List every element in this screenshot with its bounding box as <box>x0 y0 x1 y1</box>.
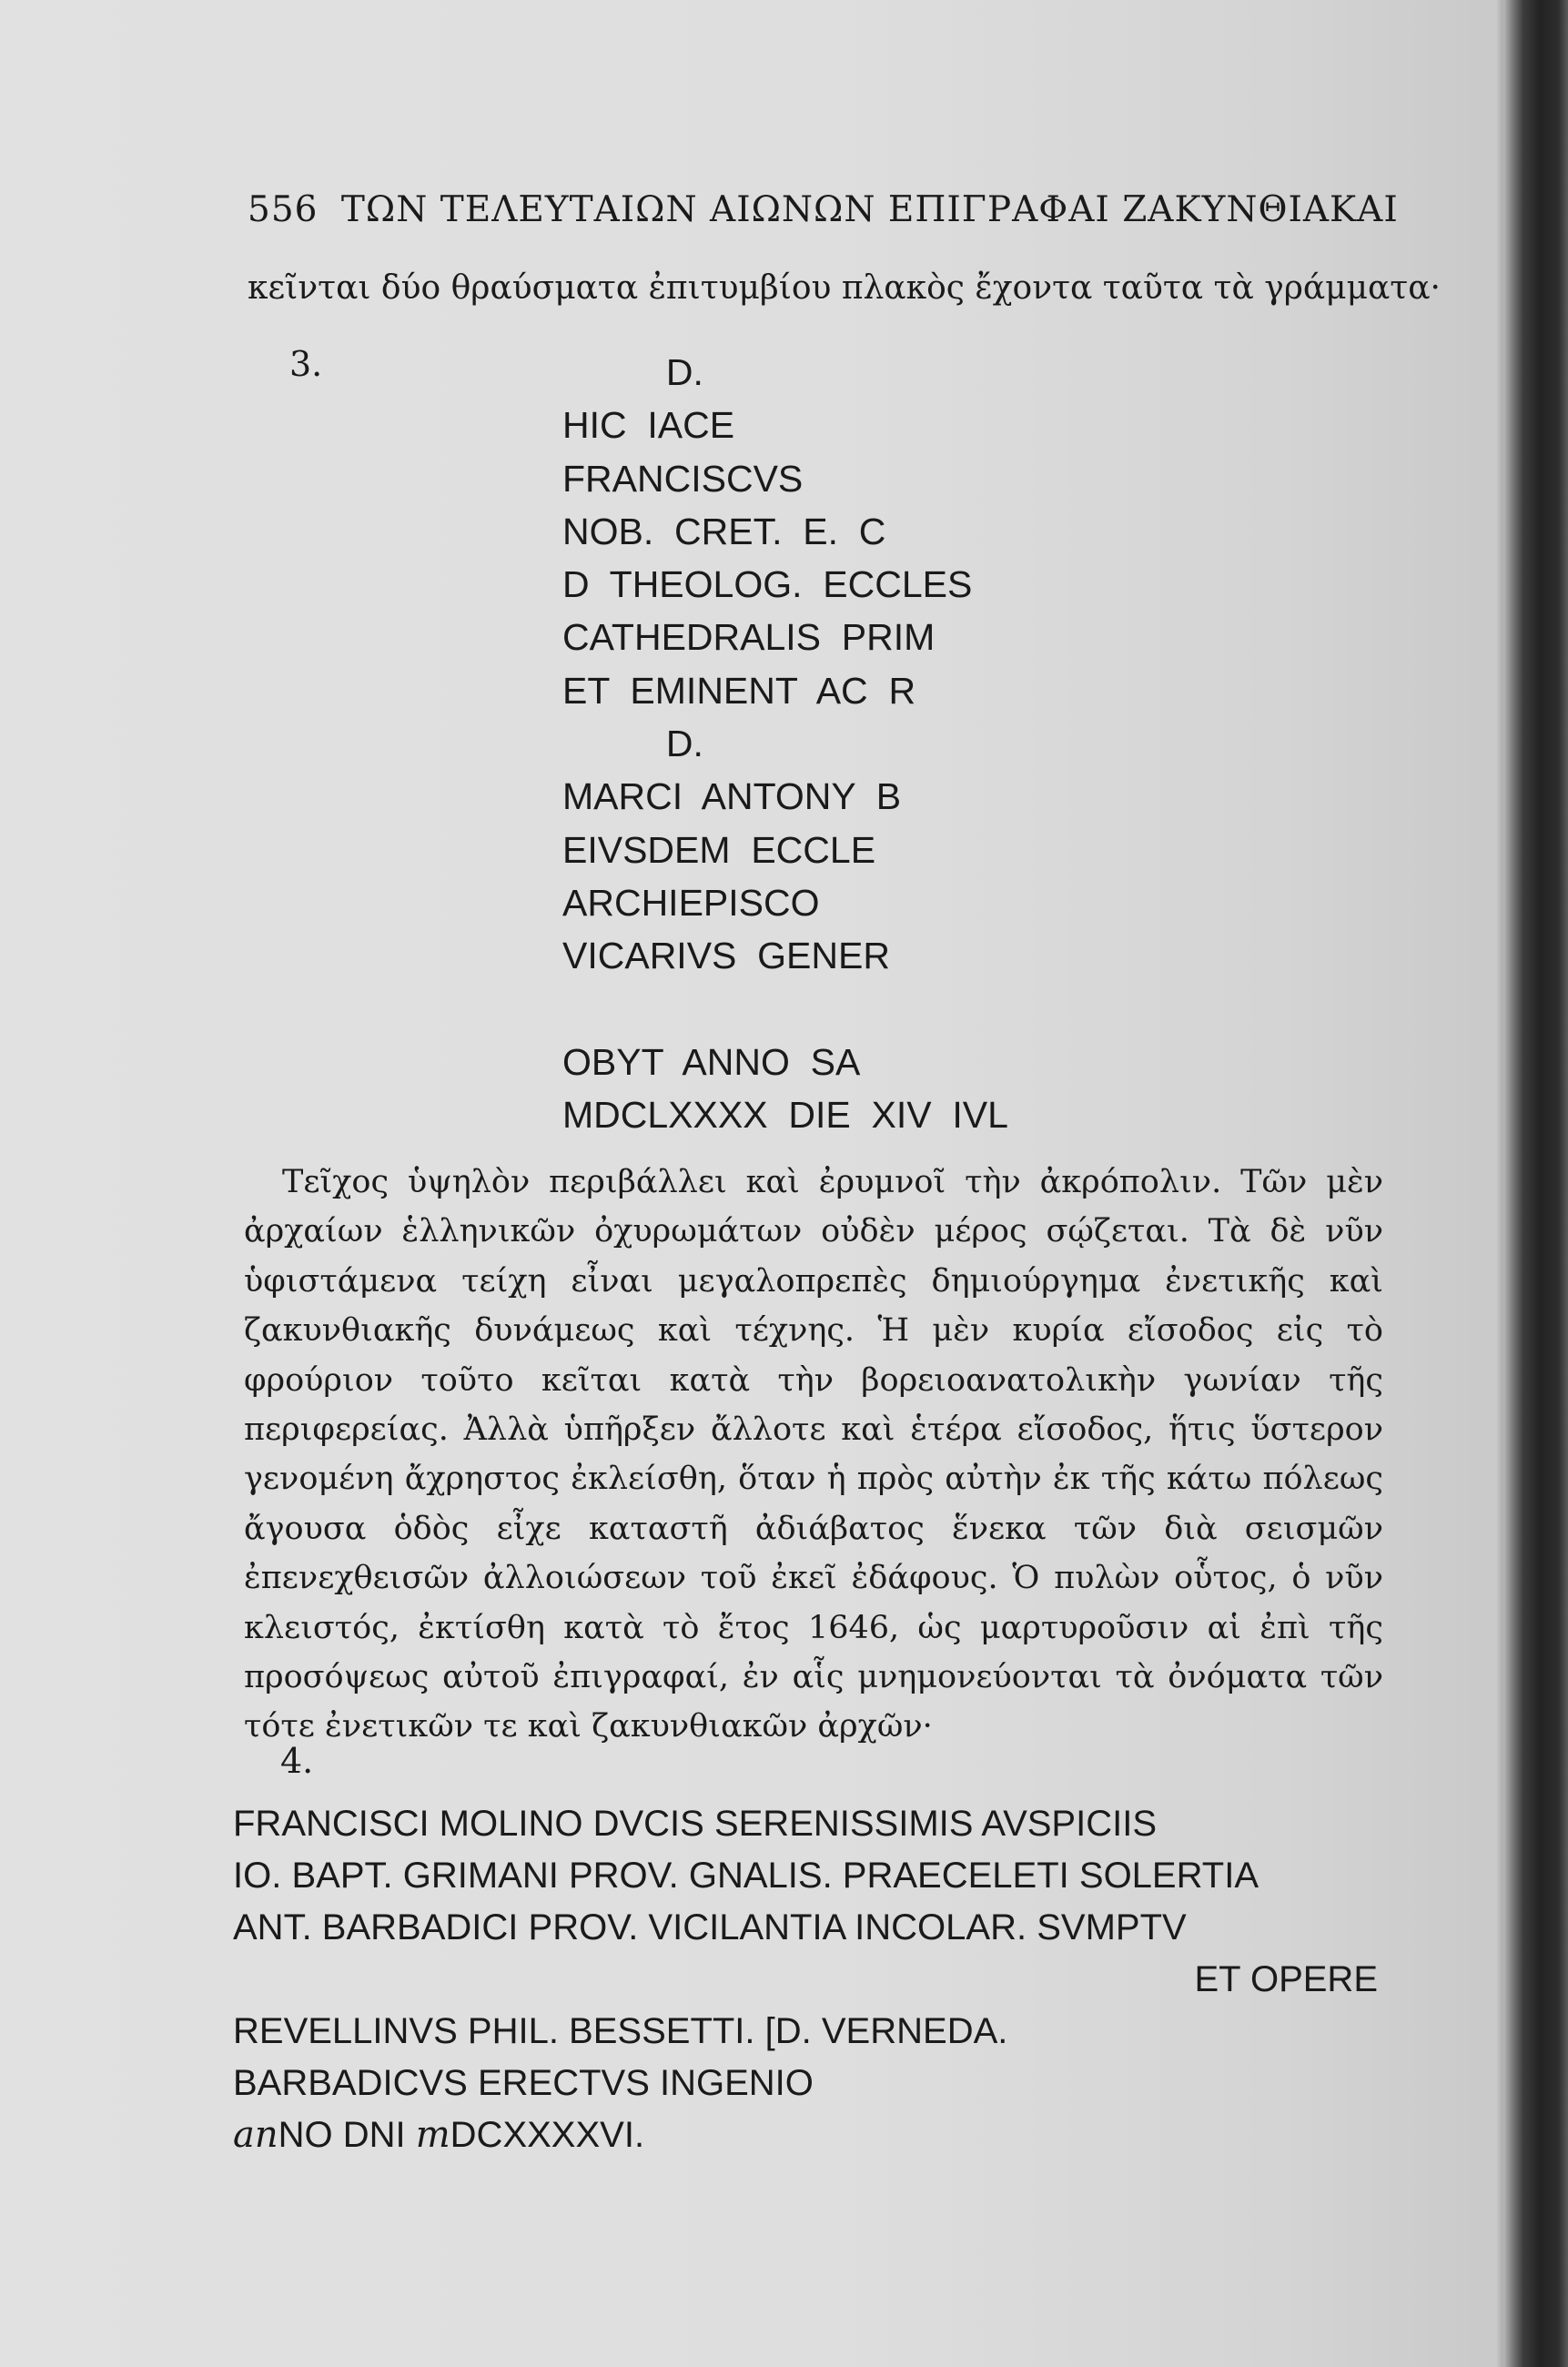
inscription-3-line: EIVSDEM ECCLE <box>562 828 876 871</box>
inscription-3-line: MDCLXXXX DIE XIV IVL <box>562 1094 1008 1137</box>
inscription-4-line: REVELLINVS PHIL. BESSETTI. [D. VERNEDA. <box>233 2011 1008 2051</box>
inscription-3-line: FRANCISCVS <box>562 457 804 500</box>
inscription-3-line: D. <box>562 723 703 765</box>
inscription-4-line: FRANCISCI MOLINO DVCIS SERENISSIMIS AVSPICIIS <box>233 1804 1158 1844</box>
inscription-4-text: DCXXXXVI. <box>450 2115 645 2155</box>
body-paragraph: Τεῖχος ὑψηλὸν περιβάλλει καὶ ἐρυμνοῖ τὴν ἀκρόπολιν. Τῶν μὲν ἀρχαίων ἑλληνικῶν ὀχυρωμάτων οὐδὲν μέρος σῴζεται. Τὰ δὲ νῦν ὑφιστάμενα τείχη εἶναι μεγαλοπρεπὲς δημιούργημα ἐνετικῆς καὶ ζακυνθιακῆς δυνάμεως καὶ τέχνης. Ἡ μὲν κυρία εἴσοδος εἰς τὸ φρούριον τοῦτο κεῖται κατὰ τὴν βορειοανατολικὴν γωνίαν τῆς περιφερείας. Ἀλλὰ ὑπῆρξεν ἄλλοτε καὶ ἑτέρα εἴσοδος, ἥτις ὕστερον γενομένη ἄχρηστος ἐκλείσθη, ὅταν ἡ πρὸς αὐτὴν ἐκ τῆς κάτω πόλεως ἄγουσα ὁδὸς εἶχε καταστῆ ἀδιάβατος ἕνεκα τῶν διὰ σεισμῶν ἐπενεχθεισῶν ἀλλοιώσεων τοῦ ἐκεῖ ἐδάφους. Ὁ πυλὼν οὗτος, ὁ νῦν κλειστός, ἐκτίσθη κατὰ τὸ ἔτος 1646, ὡς μαρτυροῦσιν αἱ ἐπὶ τῆς προσόψεως αὐτοῦ ἐπιγραφαί, ἐν αἷς μνημονεύονται τὰ ὀνόματα τῶν τότε ἐνετικῶν τε καὶ ζακυνθιακῶν ἀρχῶν· <box>244 1164 1383 1745</box>
inscription-4-line <box>233 2109 1416 2161</box>
inscription-3-line: D THEOLOG. ECCLES <box>562 563 973 606</box>
inscription-3-line: HIC IACE <box>562 404 735 447</box>
inscription-3-line: D. <box>562 351 703 393</box>
inscription-4-lowercase: m <box>415 2114 450 2156</box>
inscription-4 <box>233 1798 1416 2161</box>
inscription-3-number: 3. <box>289 344 323 384</box>
inscription-3-line: NOB. CRET. E. C <box>562 510 886 552</box>
inscription-4-lowercase: an <box>233 2114 278 2156</box>
inscription-4-number: 4. <box>280 1741 314 1781</box>
inscription-4-text: NO DNI <box>278 2115 416 2155</box>
inscription-4-line: ANT. BARBADICI PROV. VICILANTIA INCOLAR. SVMPTV <box>233 1907 1187 1947</box>
inscription-4-line: IO. BAPT. GRIMANI PROV. GNALIS. PRAECELETI SOLERTIA <box>233 1856 1259 1896</box>
inscription-3-line <box>562 983 1381 1036</box>
inscription-4-line: BARBADICVS ERECTVS INGENIO <box>233 2063 814 2103</box>
inscription-3 <box>562 346 1381 1141</box>
running-title: ΤΩΝ ΤΕΛΕΥΤΑΙΩΝ ΑΙΩΝΩΝ ΕΠΙΓΡΑΦΑΙ ΖΑΚΥΝΘΙΑΚΑΙ <box>340 189 1399 230</box>
inscription-3-line: MARCI ANTONY B <box>562 775 902 818</box>
page-number: 556 <box>248 189 319 230</box>
inscription-3-line: CATHEDRALIS PRIM <box>562 616 936 659</box>
inscription-4-line: ET OPERE <box>1194 1959 1378 1999</box>
inscription-3-line: ET EMINENT AC R <box>562 669 916 712</box>
running-header <box>248 189 1485 230</box>
inscription-3-line: ARCHIEPISCO <box>562 881 820 924</box>
book-binding <box>1503 0 1568 2367</box>
inscription-3-line: OBYT ANNO SA <box>562 1040 861 1083</box>
intro-text: κεῖνται δύο θραύσματα ἐπιτυμβίου πλακὸς ἔχοντα ταῦτα τὰ γράμματα· <box>248 269 1441 307</box>
inscription-3-line: VICARIVS GENER <box>562 935 890 977</box>
